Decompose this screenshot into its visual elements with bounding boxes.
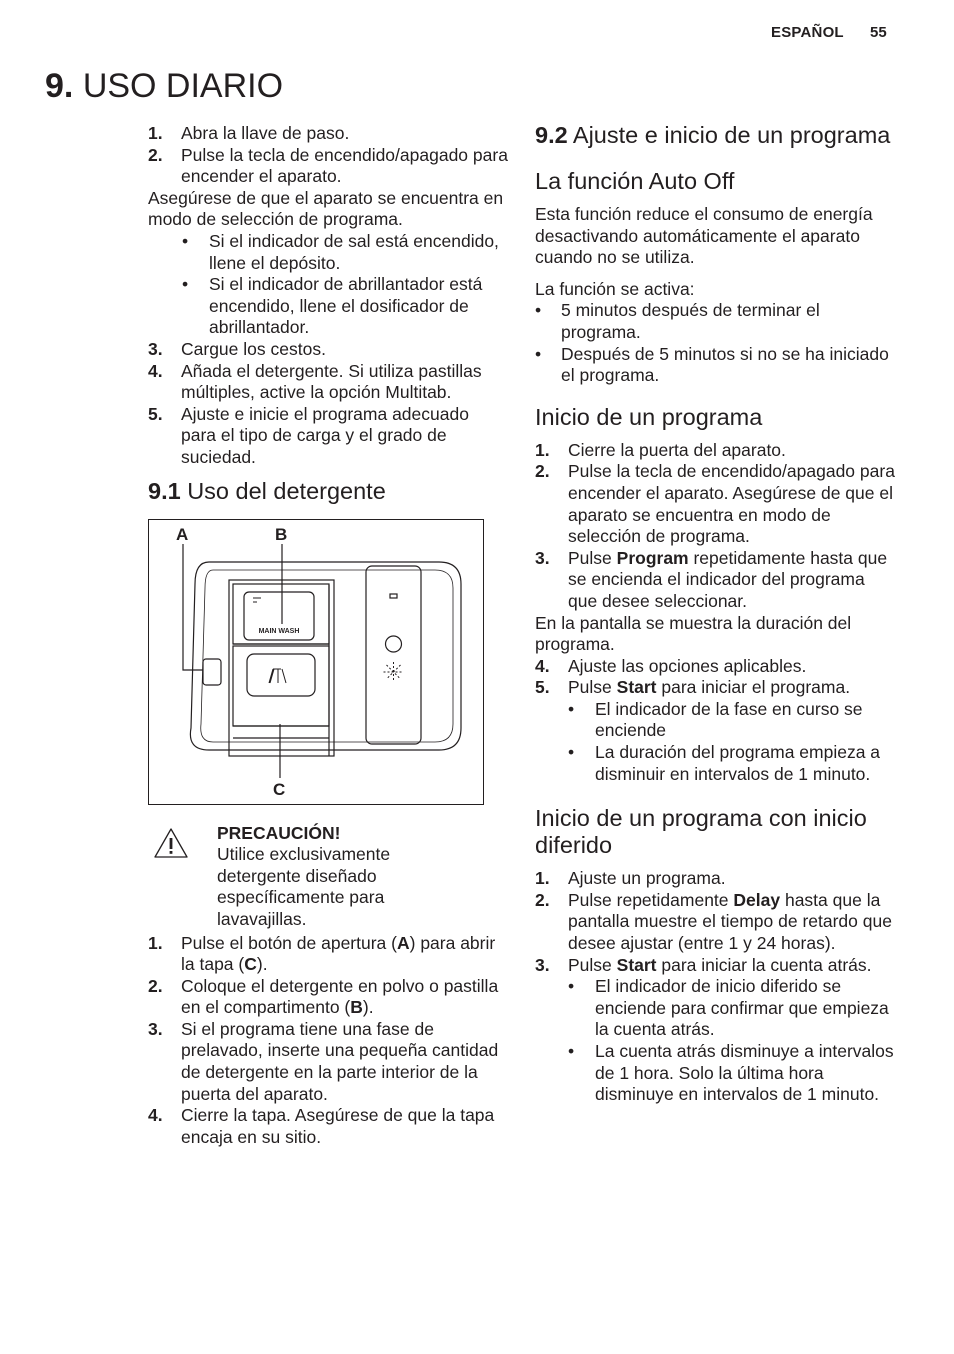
caution-title: PRECAUCIÓN! (217, 822, 341, 843)
figure-label-b: B (275, 524, 288, 544)
left-column (148, 123, 508, 1148)
detergent-dispenser-figure (148, 519, 484, 805)
bullet-icon: • (182, 230, 189, 251)
list-item: 2. Coloque el detergente en polvo o pastilla en el compartimento (B). (148, 975, 499, 1018)
paragraph: En la pantalla se muestra la duración del programa. (535, 612, 852, 655)
bullet-item: • La cuenta atrás disminuye a intervalos de 1 hora. Solo la última hora disminuye en intervalos de 1 minuto. (568, 1041, 894, 1105)
section-heading: 9.1 Uso del detergente (148, 477, 386, 504)
bullet-item: • 5 minutos después de terminar el programa. (535, 300, 820, 342)
list-item: 5. Pulse Start para iniciar el programa. (535, 677, 851, 698)
bullet-icon: • (535, 300, 542, 321)
list-item: 3. Pulse Program repetidamente hasta que se encienda el indicador del programa que desee seleccionar. (535, 547, 888, 611)
list-item: 1. Abra la llave de paso. (148, 123, 350, 143)
section-heading: 9.2 Ajuste e inicio de un programa (535, 122, 891, 148)
bullet-icon: • (568, 742, 575, 763)
list-item: 3. Cargue los cestos. (148, 338, 326, 359)
bullet-item: • Si el indicador de sal está encendido, llene el depósito. (182, 230, 499, 273)
paragraph: Esta función reduce el consumo de energía desactivando automáticamente el aparato cuando no se utiliza. (535, 204, 873, 268)
bullet-icon: • (568, 698, 575, 719)
bullet-item: • El indicador de la fase en curso se enciende (568, 698, 863, 741)
bullet-icon: • (182, 274, 189, 295)
list-item: 4. Añada el detergente. Si utiliza pastillas múltiples, active la opción Multitab. (148, 360, 482, 403)
right-column (535, 122, 895, 1106)
subsection-heading: Inicio de un programa (535, 403, 763, 430)
list-item: 2. Pulse repetidamente Delay hasta que la pantalla muestre el tiempo de retardo que desee ajustar (entre 1 y 24 horas). (535, 889, 892, 954)
bullet-icon: • (568, 976, 575, 997)
warning-icon (153, 827, 189, 859)
list-item: 4. Cierre la tapa. Asegúrese de que la tapa encaja en su sitio. (148, 1105, 495, 1147)
bullet-item: • Si el indicador de abrillantador está encendido, llene el dosificador de abrillantador. (182, 274, 483, 338)
panel-label: MAIN WASH (258, 627, 300, 635)
chapter-title (45, 64, 283, 108)
subsection-heading: La función Auto Off (535, 168, 735, 194)
chapter-number: 9. (45, 67, 74, 105)
dispenser-diagram (149, 520, 483, 804)
subsection-heading: Inicio de un programa con inicio diferido (535, 805, 867, 859)
list-item: 2. Pulse la tecla de encendido/apagado para encender el aparato. Asegúrese de que el aparato se encuentra en modo de selección de programa. (535, 461, 895, 547)
list-item: 5. Ajuste e inicie el programa adecuado para el tipo de carga y el grado de suciedad. (148, 403, 469, 467)
paragraph: La función se activa: (535, 278, 695, 299)
list-item: 1. Pulse el botón de apertura (A) para abrir la tapa (C). (148, 932, 496, 975)
bullet-icon: • (535, 343, 542, 364)
note-text: Asegúrese de que el aparato se encuentra en modo de selección de programa. (148, 187, 504, 230)
bullet-item: • La duración del programa empieza a disminuir en intervalos de 1 minuto. (568, 742, 881, 784)
list-item: 4. Ajuste las opciones aplicables. (535, 655, 807, 676)
list-item: 2. Pulse la tecla de encendido/apagado para encender el aparato. (148, 144, 508, 187)
chapter-title-text: USO DIARIO (82, 67, 284, 105)
bullet-item: • Después de 5 minutos si no se ha iniciado el programa. (535, 343, 889, 386)
list-item: 1. Cierre la puerta del aparato. (535, 439, 786, 460)
figure-label-c: C (273, 779, 286, 799)
caution-text: Utilice exclusivamente detergente diseñado específicamente para lavavajillas. (217, 844, 391, 929)
list-item: 3. Si el programa tiene una fase de prelavado, inserte una pequeña cantidad de detergente en la parte interior de la puerta del aparato. (148, 1018, 499, 1104)
page-number: 55 (870, 24, 887, 41)
figure-label-a: A (176, 524, 189, 544)
bullet-item: • El indicador de inicio diferido se enciende para confirmar que empieza la cuenta atrás. (568, 976, 889, 1040)
caution-box (148, 823, 508, 933)
bullet-icon: • (568, 1041, 575, 1061)
header-language: ESPAÑOL (771, 24, 844, 41)
list-item: 1. Ajuste un programa. (535, 868, 726, 889)
list-item: 3. Pulse Start para iniciar la cuenta atrás. (535, 954, 872, 975)
